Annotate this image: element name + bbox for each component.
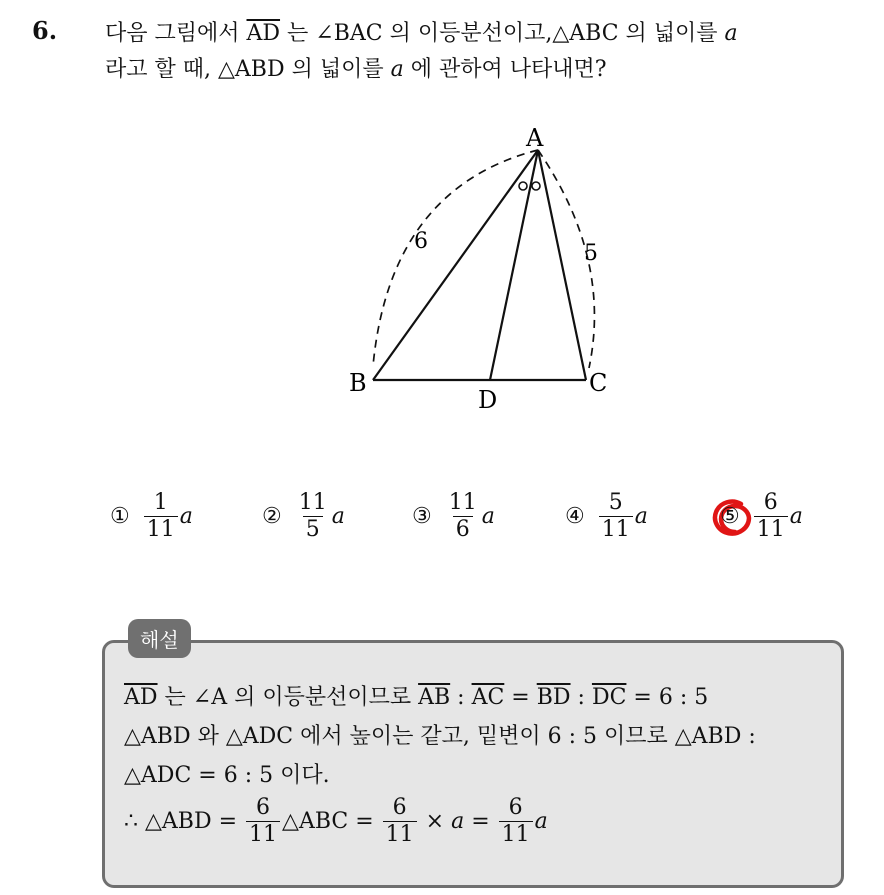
choice-marker: ④ xyxy=(565,504,585,529)
triangle-figure xyxy=(330,118,630,418)
question-text xyxy=(105,16,875,88)
label-side-ac: 5 xyxy=(584,241,598,266)
choice-marker: ⑤ xyxy=(720,504,740,529)
segment-ad: $\overline{AD}$ xyxy=(246,21,281,46)
fraction: $\frac{5}{11}$ xyxy=(599,490,633,543)
label-a: A xyxy=(526,124,544,152)
solution-line-1: $\overline{AD}$ 는 ∠A 의 이등분선이므로 $\overline{AB}$ : $\overline{AC} = \overline{BD}$ : $\overline{DC} = 6$ : 5 xyxy=(124,685,709,710)
angle-mark-left xyxy=(519,182,527,190)
choice-1[interactable] xyxy=(110,490,193,543)
choice-marker: ② xyxy=(262,504,282,529)
question-number: 6. xyxy=(32,16,58,45)
solution-line-4: ∴ △ABD = $\frac{6}{11}$ △ABC = $\frac{6}{11}$ × a = $\frac{6}{11}$ a xyxy=(124,795,548,847)
variable-a: a xyxy=(331,504,345,529)
choice-marker: ① xyxy=(110,504,130,529)
variable-a: a xyxy=(451,809,465,834)
solution-line-2: △ABD 와 △ADC 에서 높이는 같고, 밑변이 6 : 5 이므로 △ABD : xyxy=(124,724,756,749)
label-side-ab: 6 xyxy=(414,229,428,254)
variable-a: a xyxy=(724,21,738,46)
fraction: $\frac{6}{11}$ xyxy=(383,795,417,848)
choice-2[interactable] xyxy=(262,490,345,543)
choice-3[interactable] xyxy=(412,490,495,543)
variable-a: a xyxy=(634,504,648,529)
label-b: B xyxy=(349,369,367,397)
arc-ab-6 xyxy=(373,150,538,366)
variable-a: a xyxy=(789,504,803,529)
question-line-1: 다음 그림에서 $\overline{AD}$ 는 ∠BAC 의 이등분선이고,△ABC 의 넓이를 a xyxy=(105,21,738,46)
variable-a: a xyxy=(534,809,548,834)
question-line-2: 라고 할 때, △ABD 의 넓이를 a 에 관하여 나타내면? xyxy=(105,57,607,82)
variable-a: a xyxy=(179,504,193,529)
fraction: $\frac{11}{5}$ xyxy=(298,490,327,542)
choice-5[interactable] xyxy=(720,490,803,543)
side-ac xyxy=(538,150,586,380)
fraction: $\frac{6}{11}$ xyxy=(499,795,533,848)
fraction: $\frac{11}{6}$ xyxy=(448,490,477,542)
fraction: $\frac{6}{11}$ xyxy=(246,795,280,848)
label-c: C xyxy=(589,369,608,397)
solution-line-3: △ADC = 6 : 5 이다. xyxy=(124,763,330,788)
choices xyxy=(0,490,884,560)
variable-a: a xyxy=(481,504,495,529)
choice-4[interactable] xyxy=(565,490,648,543)
variable-a: a xyxy=(390,57,404,82)
label-d: D xyxy=(478,386,498,414)
solution-tag: 해설 xyxy=(128,619,191,658)
angle-mark-right xyxy=(532,182,540,190)
choice-marker: ③ xyxy=(412,504,432,529)
fraction: $\frac{6}{11}$ xyxy=(754,490,788,543)
fraction: $\frac{1}{11}$ xyxy=(144,490,178,543)
